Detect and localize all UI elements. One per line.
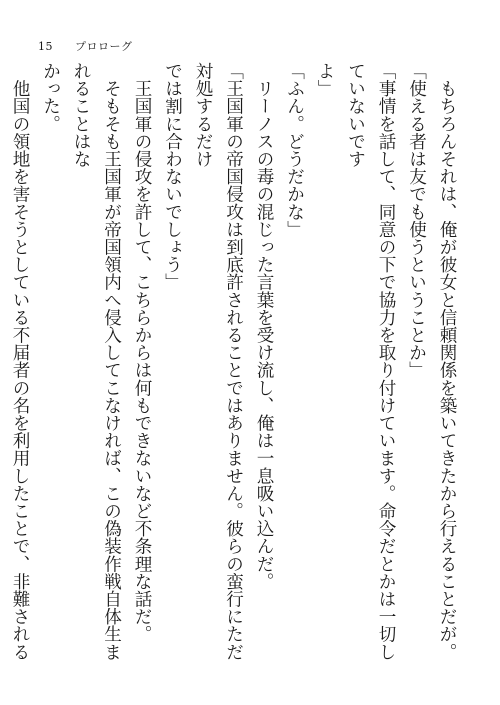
running-header [38, 38, 133, 54]
text-line: 「事情を話して、同意の下で協力を取り付けています。命令だとかは一切していないです [345, 62, 396, 661]
text-line: リーノスの毒の混じった言葉を受け流し、俺は一息吸い込んだ。 [254, 62, 274, 590]
text-line: かった。 [40, 62, 61, 133]
page-number: 15 [38, 40, 53, 53]
text-line: 「使える者は友でも使うということか」 [406, 62, 427, 379]
text-line: では割に合わないでしょう」 [162, 62, 183, 291]
vertical-body-text [10, 62, 462, 672]
chapter-title: プロローグ [75, 40, 133, 53]
text-line: よ」 [315, 62, 335, 98]
text-line: もちろんそれは、俺が彼女と信頼関係を築いてきたから行えることだが。 [437, 62, 457, 661]
text-line: 「王国軍の帝国侵攻は到底許されることではありません。彼らの蛮行にただ対処するだけ [193, 62, 244, 661]
text-line: 他国の領地を害そうとしている不届者の名を利用したことで、非難される [10, 79, 30, 661]
text-line: そもそも王国軍が帝国領内へ侵入してこなければ、この偽装作戦自体生まれることはな [71, 62, 122, 661]
text-line: 王国軍の侵攻を許して、こちらからは何もできないなど不条理な話だ。 [132, 62, 152, 643]
text-line: 「ふん。どうだかな」 [284, 62, 305, 238]
